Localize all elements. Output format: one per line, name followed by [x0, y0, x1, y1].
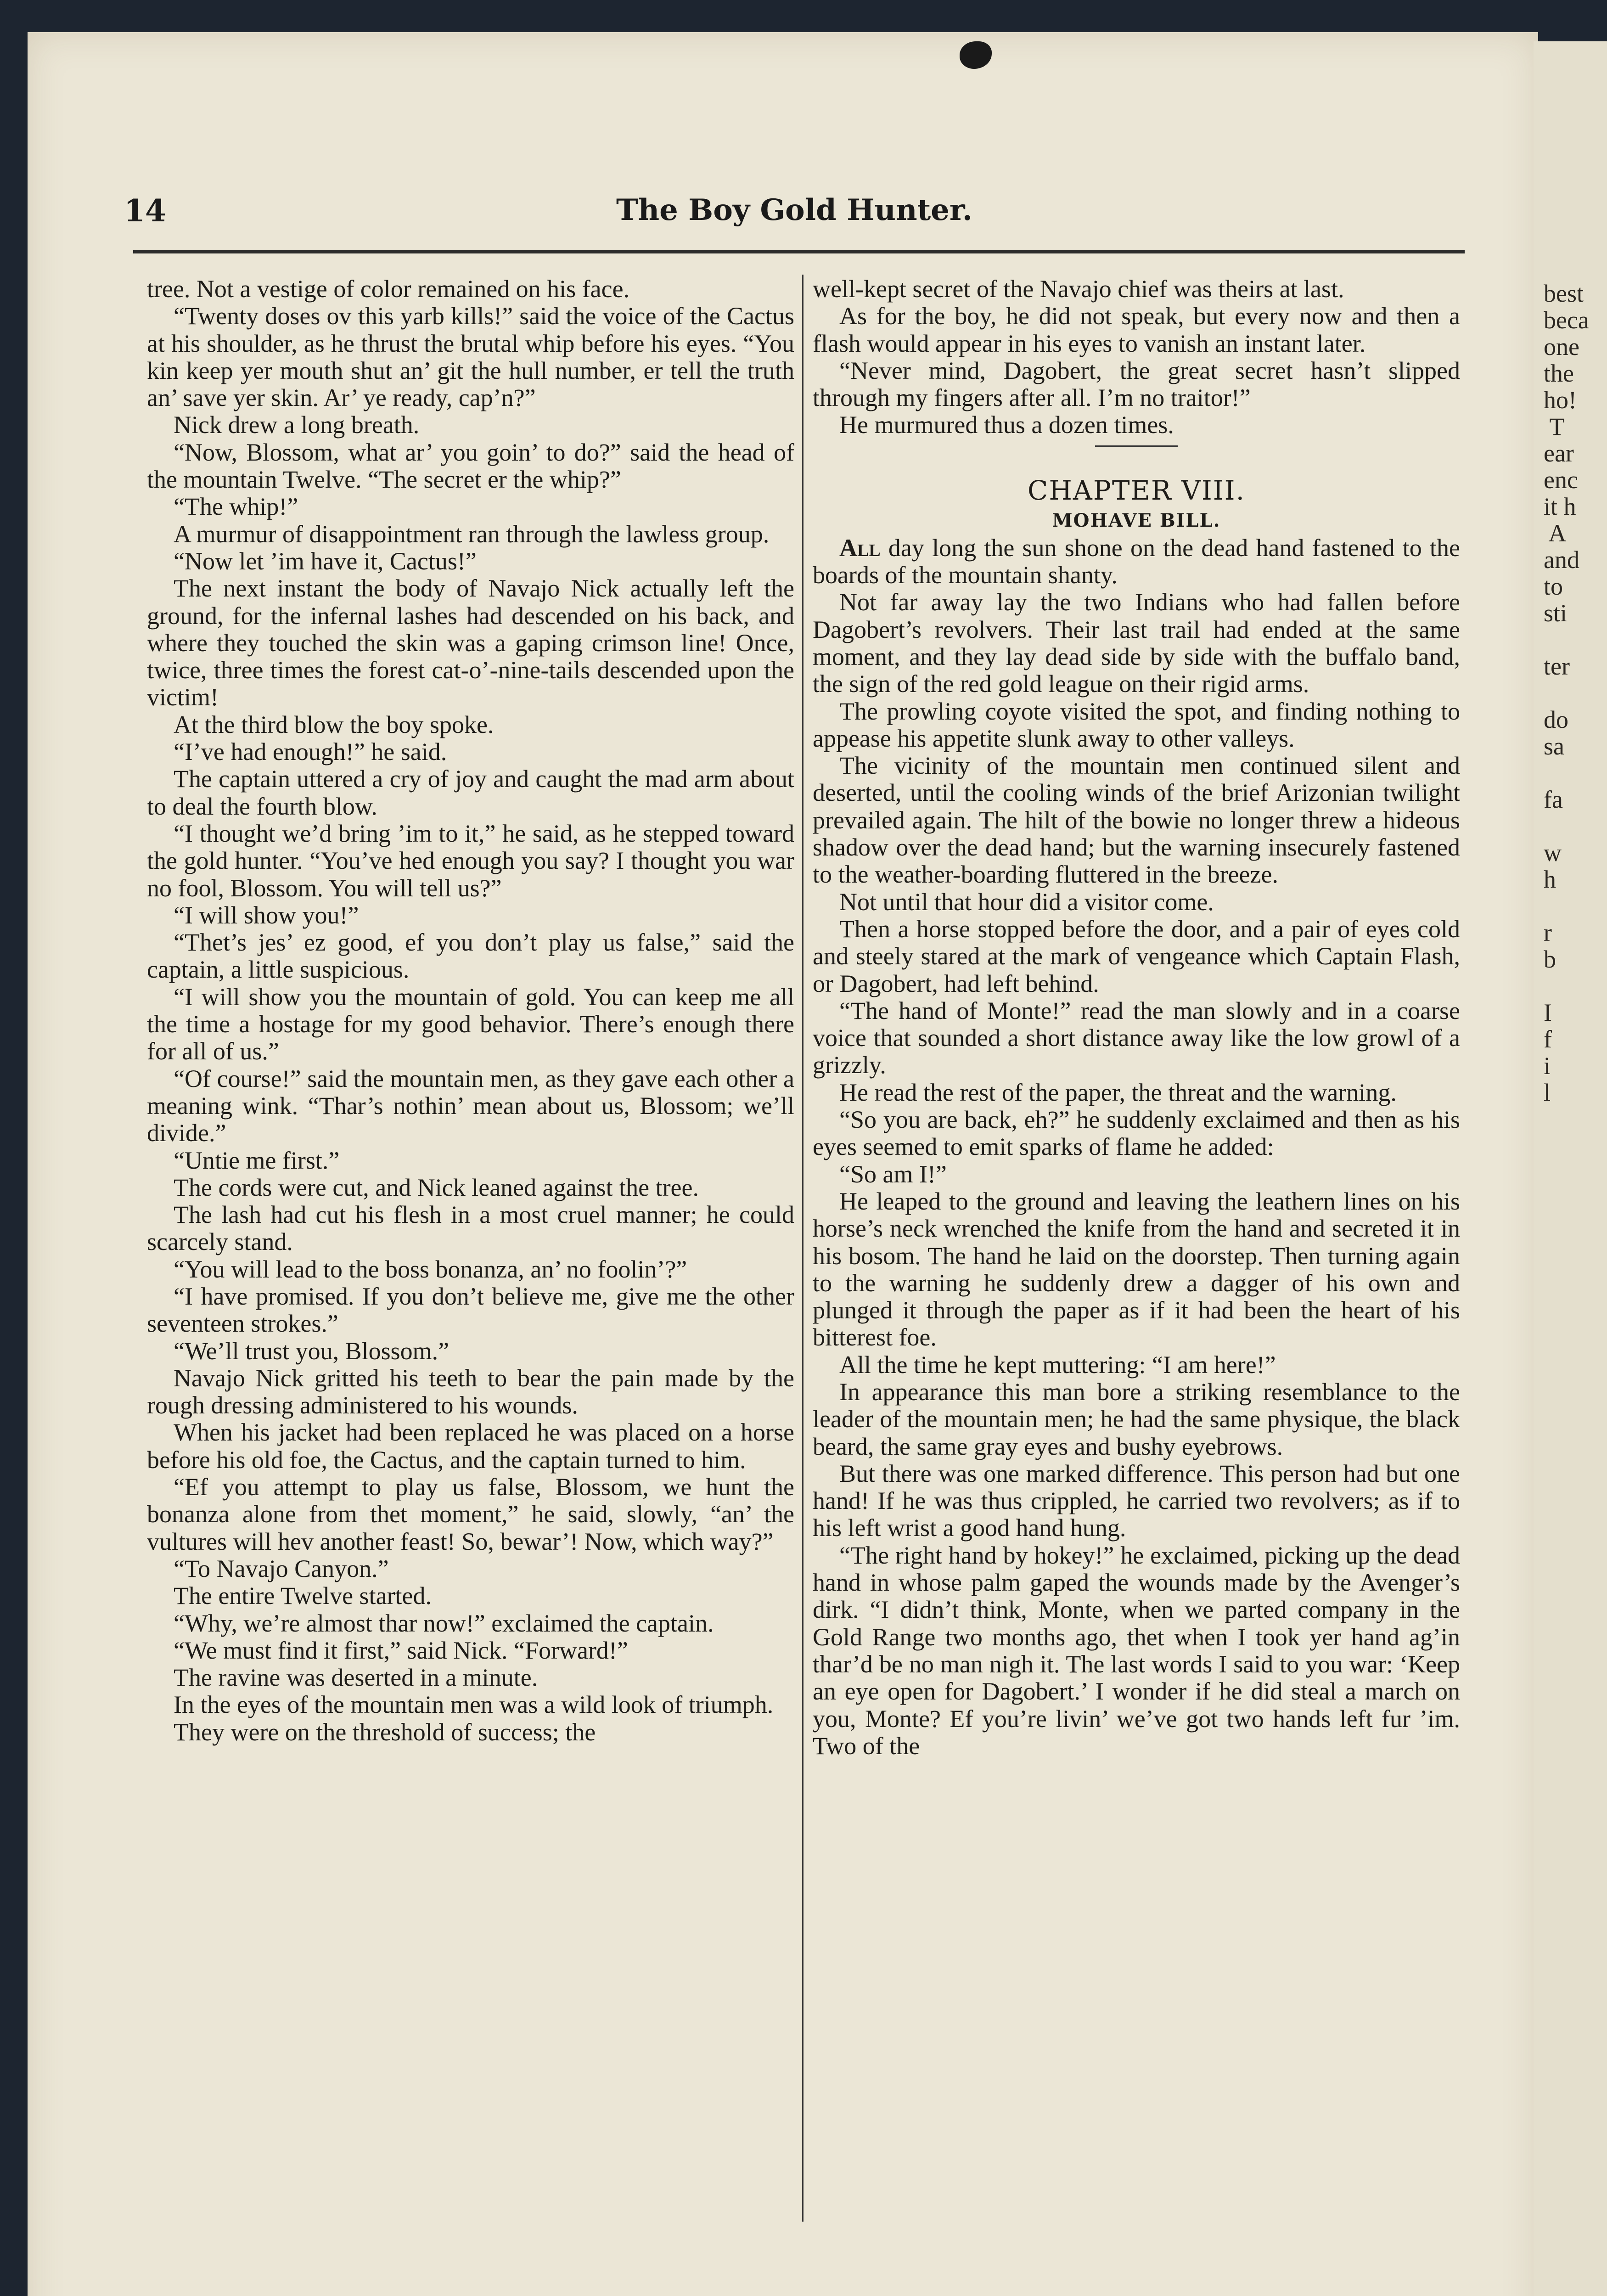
paragraph: As for the boy, he did not speak, but every now and then a flash would appear in his eyes to vanish an instant later. — [813, 302, 1460, 357]
paragraph: well-kept secret of the Navajo chief was theirs at last. — [813, 276, 1344, 303]
paragraph: Then a horse stopped before the door, and a pair of eyes cold and steely stared at the mark of vengeance which Captain Flash, or Dagobert, had left behind. — [813, 915, 1460, 997]
chapter-opening-paragraph — [813, 535, 1460, 589]
paragraph: In the eyes of the mountain men was a wild look of triumph. — [174, 1691, 774, 1719]
chapter-top-rule — [1095, 445, 1178, 447]
paragraph: “We must find it first,” said Nick. “Forward!” — [174, 1636, 628, 1664]
paragraph: “The right hand by hokey!” he exclaimed, picking up the dead hand in whose palm gaped the wounds made by the Avenger’s dirk. “I didn’t think, Monte, when we parted company in the Gold Range two months ago, thet when I took yer hand ag’in thar’d be no man nigh it. The last words I said to you war: ‘Keep an eye open for Dagobert.’ I wonder if he did steal a march on you, Monte? Ef you’re livin’ we’ve got two hands left fur ’im. Two of the — [813, 1541, 1460, 1760]
paragraph: He read the rest of the paper, the threat and the warning. — [839, 1078, 1397, 1106]
right-column-body — [813, 589, 1460, 1760]
paragraph: Nick drew a long breath. — [174, 411, 420, 439]
paragraph: In appearance this man bore a striking resemblance to the leader of the mountain men; he had the same physique, the black beard, the same gray eyes and bushy eyebrows. — [813, 1378, 1460, 1460]
paragraph: A murmur of disappointment ran through the lawless group. — [174, 520, 770, 548]
chapter-title: CHAPTER VIII. — [1027, 474, 1246, 506]
adjacent-page-text: best beca one the ho! T ear enc it h A and to sti ter do sa fa w h r b I f i l — [1544, 280, 1589, 1106]
paragraph: “Twenty doses ov this yarb kills!” said the voice of the Cactus at his shoulder, as he thrust the brutal whip before his eyes. “You kin keep yer mouth shut an’ git the hull number, er tell the truth an’ save yer skin. Ar’ ye ready, cap’n?” — [147, 302, 794, 412]
paragraph: “Now let ’im have it, Cactus!” — [174, 547, 477, 575]
adjacent-page-edge — [1534, 41, 1607, 2296]
paragraph: “I thought we’d bring ’im to it,” he said, as he stepped toward the gold hunter. “You’ve hed enough you say? I thought you war no fool, Blossom. You will tell us?” — [147, 819, 794, 902]
paragraph: “Never mind, Dagobert, the great secret hasn’t slipped through my fingers after all. I’m no traitor!” — [813, 356, 1460, 412]
running-title: The Boy Gold Hunter. — [616, 193, 973, 227]
paragraph: “Untie me first.” — [174, 1146, 340, 1174]
paragraph: At the third blow the boy spoke. — [174, 710, 494, 738]
paragraph: The ravine was deserted in a minute. — [174, 1664, 538, 1692]
paragraph: “So you are back, eh?” he suddenly exclaimed and then as his eyes seemed to emit sparks of flame he added: — [813, 1106, 1460, 1161]
paragraph: They were on the threshold of success; the — [174, 1718, 596, 1746]
paragraph: “I will show you the mountain of gold. You can keep me all the time a hostage for my good behavior. There’s enough there for all of us.” — [147, 983, 794, 1065]
header-rule — [133, 250, 1465, 253]
paragraph: Not far away lay the two Indians who had fallen before Dagobert’s revolvers. Their last trail had ended at the same moment, and they lay dead side by side with the buffalo band, the sign of the red gold league on their rigid arms. — [813, 588, 1460, 698]
paragraph: But there was one marked difference. This person had but one hand! If he was thus crippled, he carried two revolvers; as if to his left wrist a good hand hung. — [813, 1459, 1460, 1542]
chapter-opening-text: day long the sun shone on the dead hand fastened to the boards of the mountain shanty. — [813, 534, 1460, 589]
paragraph: “So am I!” — [839, 1160, 947, 1188]
left-column — [147, 276, 794, 2241]
paragraph: “You will lead to the boss bonanza, an’ no foolin’?” — [174, 1255, 687, 1283]
right-column-intro — [813, 276, 1460, 439]
paragraph: “I’ve had enough!” he said. — [174, 738, 447, 766]
paragraph: The lash had cut his flesh in a most cruel manner; he could scarcely stand. — [147, 1201, 794, 1256]
paragraph: He leaped to the ground and leaving the leathern lines on his horse’s neck wrenched the knife from the hand and secreted it in his bosom. The hand he laid on the doorstep. Then turning again to the warning he suddenly drew a dagger of his own and plunged it through the paper as if it had been the heart of his bitterest foe. — [813, 1187, 1460, 1351]
right-column — [813, 276, 1460, 2241]
paragraph: He murmured thus a dozen times. — [839, 411, 1174, 439]
chapter-subtitle: MOHAVE BILL. — [1052, 509, 1221, 531]
paragraph: “I will show you!” — [174, 901, 359, 929]
paragraph: The prowling coyote visited the spot, and finding nothing to appease his appetite slunk away to other valleys. — [813, 697, 1460, 752]
page-header — [124, 193, 1465, 234]
paragraph: “Thet’s jes’ ez good, ef you don’t play us false,” said the captain, a little suspicious. — [147, 929, 794, 984]
paragraph: “To Navajo Canyon.” — [174, 1554, 389, 1582]
paragraph: The next instant the body of Navajo Nick actually left the ground, for the infernal lashes had descended on his back, and where they touched the skin was a gaping crimson line! Once, twice, three times the forest cat-o’-nine-tails descended upon the victim! — [147, 574, 794, 711]
chapter-first-word: All — [839, 534, 881, 562]
paragraph: The vicinity of the mountain men continued silent and deserted, until the cooling winds of the brief Arizonian twilight prevailed again. The hilt of the bowie no longer threw a hideous shadow over the dead hand; but the warning insecurely fastened to the weather-boarding fluttered in the breeze. — [813, 752, 1460, 889]
paragraph: “I have promised. If you don’t believe me, give me the other seventeen strokes.” — [147, 1282, 794, 1338]
paragraph: The captain uttered a cry of joy and caught the mad arm about to deal the fourth blow. — [147, 765, 794, 820]
paragraph: Not until that hour did a visitor come. — [839, 888, 1214, 916]
paragraph: “The hand of Monte!” read the man slowly and in a coarse voice that sounded a short distance away like the low growl of a grizzly. — [813, 996, 1460, 1079]
paragraph: “The whip!” — [174, 493, 298, 521]
paragraph: All the time he kept muttering: “I am here!” — [839, 1351, 1276, 1379]
paragraph: “We’ll trust you, Blossom.” — [174, 1337, 450, 1365]
paragraph: tree. Not a vestige of color remained on his face. — [147, 276, 630, 303]
paragraph: When his jacket had been replaced he was placed on a horse before his old foe, the Cactus, and the captain turned to him. — [147, 1418, 794, 1474]
paragraph: “Of course!” said the mountain men, as they gave each other a meaning wink. “Thar’s nothin’ mean about us, Blossom; we’ll divide.” — [147, 1064, 794, 1147]
paragraph: The entire Twelve started. — [174, 1582, 432, 1610]
paragraph: Navajo Nick gritted his teeth to bear the pain made by the rough dressing administered to his wounds. — [147, 1364, 794, 1419]
paragraph: “Now, Blossom, what ar’ you goin’ to do?” said the head of the mountain Twelve. “The secret er the whip?” — [147, 438, 794, 494]
page-number: 14 — [124, 193, 166, 229]
paragraph: “Ef you attempt to play us false, Blossom, we hunt the bonanza alone from thet moment,” he said, slowly, “an’ the vultures will hev another feast! So, bewar’! Now, which way?” — [147, 1473, 794, 1555]
paragraph: The cords were cut, and Nick leaned against the tree. — [174, 1173, 699, 1201]
column-divider — [802, 275, 804, 2222]
paragraph: “Why, we’re almost thar now!” exclaimed the captain. — [174, 1609, 714, 1637]
